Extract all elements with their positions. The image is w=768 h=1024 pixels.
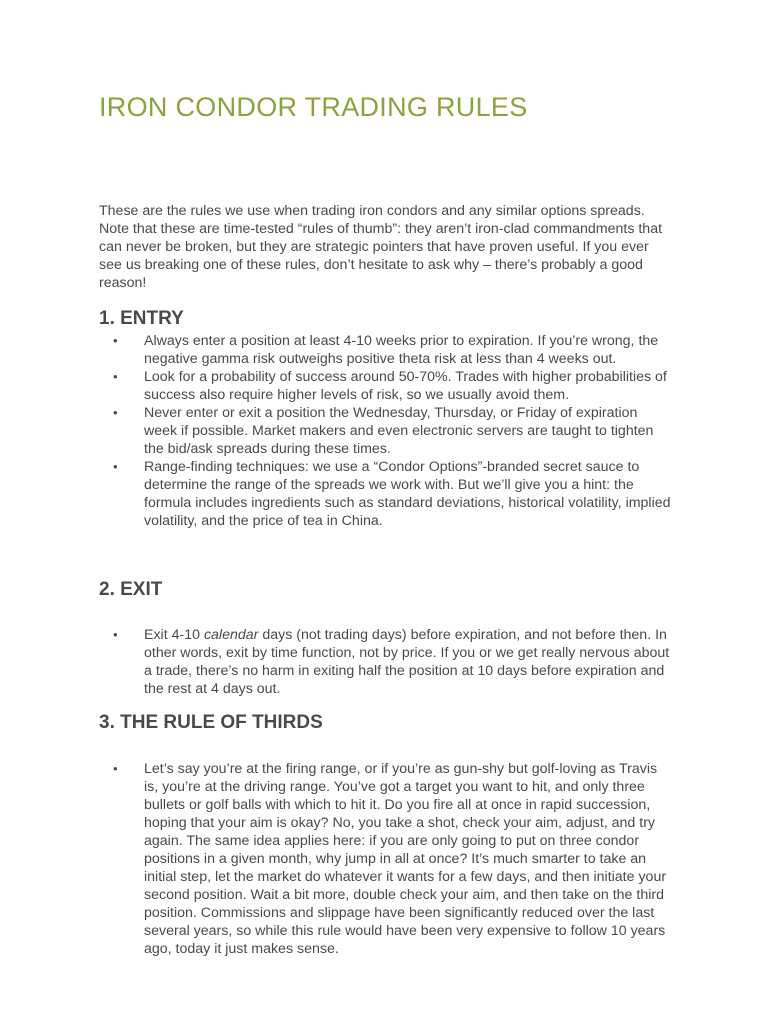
bullet-icon: • — [113, 459, 118, 474]
list-item-text: Range-finding techniques: we use a “Condor Options”-branded secret sauce to determine the range of the spreads we work with. But we’ll give you a hint: the formula includes ingredients such as standard deviations, historical volatility, implied volatility, and the price of tea in China. — [144, 459, 671, 529]
list-item — [99, 368, 671, 404]
section-heading-entry: 1. ENTRY — [99, 308, 184, 329]
list-item — [99, 760, 671, 958]
list-item-text: Let’s say you’re at the firing range, or if you’re as gun-shy but golf-loving as Travis is, you’re at the driving range. You’ve got a target you want to hit, and only three bullets or golf balls with which to hit it. Do you fire all at once in rapid succession, hoping that your aim is okay? No, you take a shot, check your aim, adjust, and try again. The same idea applies here: if you are only going to put on three condor positions in a given month, why jump in all at once? It’s much smarter to take an initial step, let the market do whatever it wants for a few days, and then initiate your second position. Wait a bit more, double check your aim, and then take on the third position. Commissions and slippage have been significantly reduced over the last several years, so while this rule would have been very expensive to follow 10 years ago, today it just makes sense. — [144, 761, 667, 957]
list-item — [99, 626, 671, 698]
list-item-text-end: days (not trading days) before expiration, and not before then. In other words, exit by time function, not by price. If you or we get really nervous about a trade, there’s no harm in exiting half the position at 10 days before expiration and the rest at 4 days out. — [144, 627, 670, 697]
intro-paragraph: These are the rules we use when trading iron condors and any similar options spreads. Note that these are time-tested “rules of thumb”: they aren’t iron-clad commandments that can never be broken, but they are strategic pointers that have proven useful. If you ever see us breaking one of these rules, don’t hesitate to ask why – there’s probably a good reason! — [99, 203, 663, 291]
list-item-text: Look for a probability of success around 50-70%. Trades with higher probabilities of success also require higher levels of risk, so we usually avoid them. — [144, 369, 667, 403]
list-item-text: Never enter or exit a position the Wednesday, Thursday, or Friday of expiration week if possible. Market makers and even electronic servers are taught to tighten the bid/ask spreads during these times. — [144, 405, 654, 457]
section-heading-rule-of-thirds: 3. THE RULE OF THIRDS — [99, 712, 323, 733]
list-item — [99, 458, 671, 530]
list-item-text: Always enter a position at least 4-10 weeks prior to expiration. If you’re wrong, the negative gamma risk outweighs positive theta risk at less than 4 weeks out. — [144, 333, 659, 367]
thirds-rules-list — [99, 760, 671, 958]
list-item-text-start: Exit 4-10 — [144, 627, 204, 643]
exit-rules-list — [99, 626, 671, 698]
list-item — [99, 404, 671, 458]
document-title: IRON CONDOR TRADING RULES — [99, 92, 528, 122]
bullet-icon: • — [113, 333, 118, 348]
list-item — [99, 332, 671, 368]
bullet-icon: • — [113, 627, 118, 642]
list-item-text — [144, 627, 669, 697]
section-heading-exit: 2. EXIT — [99, 579, 163, 600]
bullet-icon: • — [113, 405, 118, 420]
bullet-icon: • — [113, 761, 118, 776]
entry-rules-list — [99, 332, 671, 530]
emphasis-text: calendar — [203, 627, 259, 643]
bullet-icon: • — [113, 369, 118, 384]
